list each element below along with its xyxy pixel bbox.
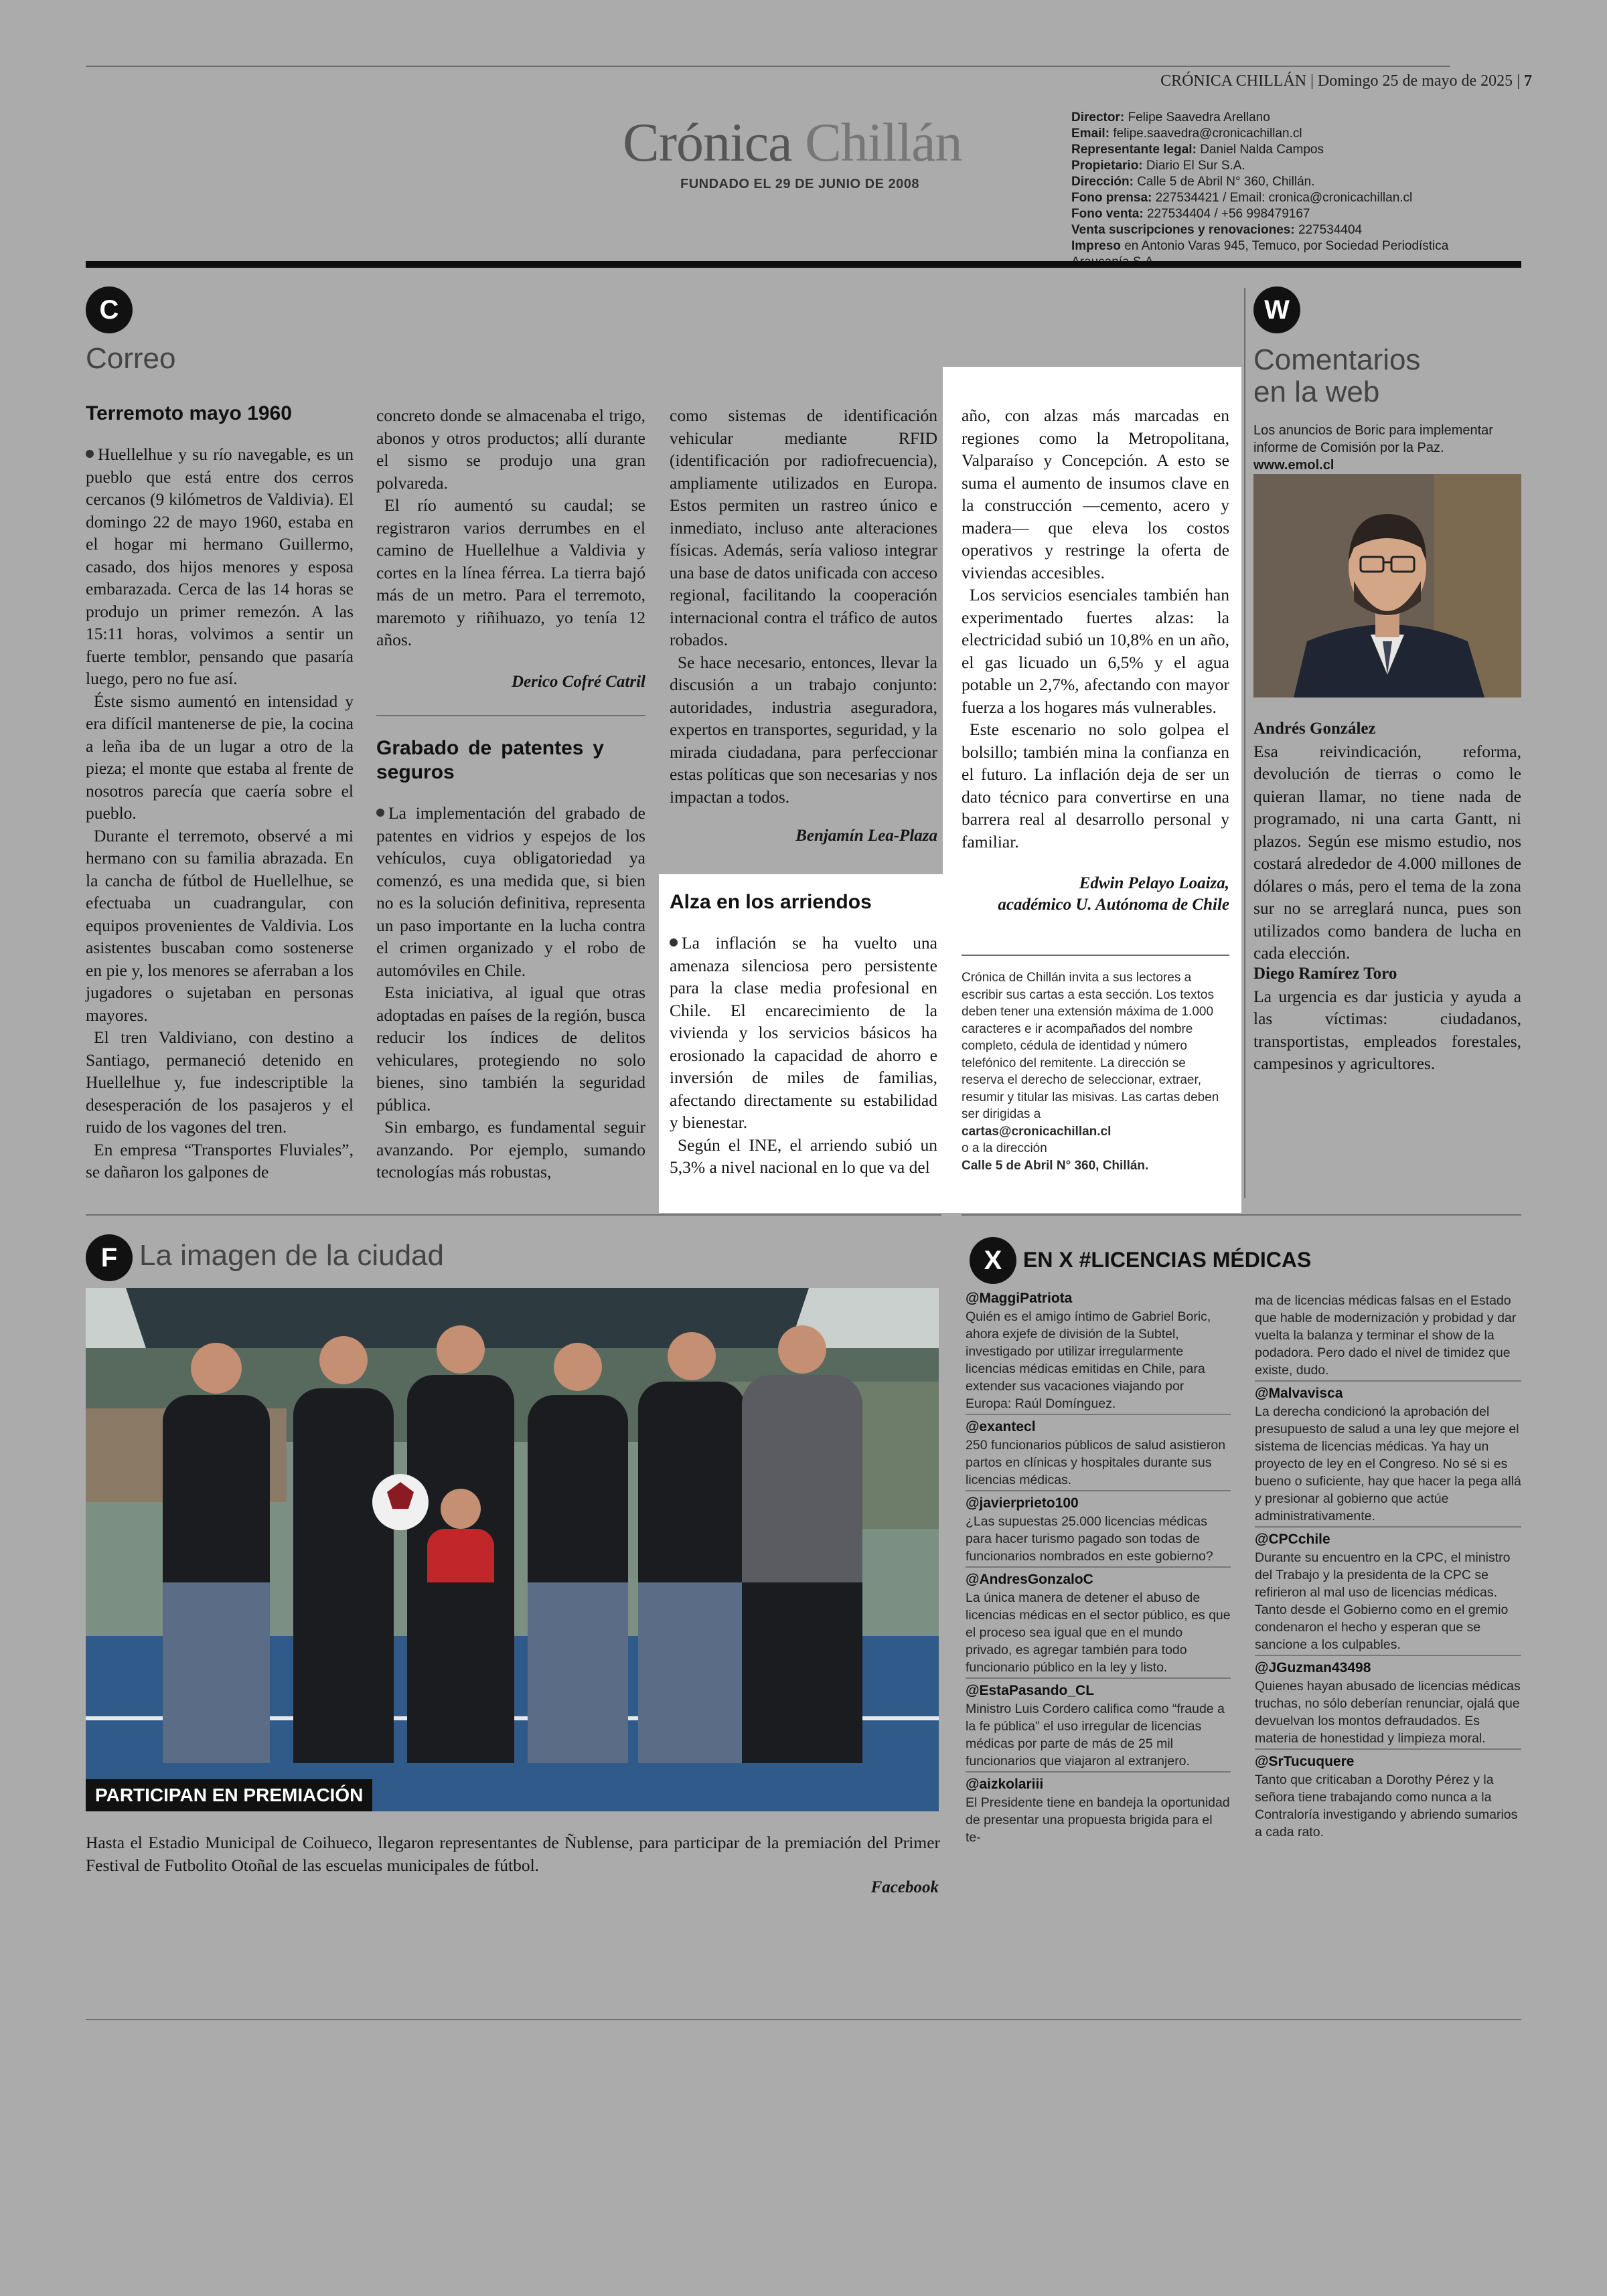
tweet <box>966 1490 1231 1565</box>
page-number: 7 <box>1524 72 1532 90</box>
tweet-user[interactable]: @SrTucuquere <box>1255 1754 1355 1769</box>
terremoto-p6: concreto donde se almacenaba el trigo, abonos y otros productos; allí durante el sismo se produjo una gran polvareda. <box>376 406 645 493</box>
terremoto-title: Terremoto mayo 1960 <box>86 402 292 424</box>
tweet-text: Durante su encuentro en la CPC, el ministro del Trabajo y la presidenta de la CPC se refirieron al mal uso de licencias médicas. Tanto desde el Gobierno como en el gremio condenaron el hecho y esperan que se sancione a los culpables. <box>1255 1550 1511 1652</box>
mid-rule-left <box>86 1214 941 1216</box>
staff-line <box>1071 110 1500 126</box>
staff-value: Felipe Saavedra Arellano <box>1128 110 1270 125</box>
person-portrait-image <box>1253 474 1521 698</box>
x-col2-lead: ma de licencias médicas falsas en el Estado que hable de modernización y probidad y dar vuelta la balanza y terminar el show de la podadora. Pero dado el nivel de timidez que existe, dudo. <box>1255 1293 1517 1378</box>
staff-value: 227534421 / Email: cronica@cronicachillan.cl <box>1155 191 1413 205</box>
bullet-icon <box>86 450 94 458</box>
web-letter-icon: W <box>1253 286 1300 333</box>
alza-p3: año, con alzas más marcadas en regiones como la Metropolitana, Valparaíso y Concepción. A esto se suma el aumento de insumos clave en la construcción —cemento, acero y madera— que eleva los costos operativos y restringe la oferta de viviendas accesibles. <box>962 406 1229 582</box>
staff-box <box>1071 110 1500 270</box>
web-title-line1: Comentarios <box>1253 343 1421 376</box>
tweet-divider <box>1255 1526 1521 1528</box>
staff-line <box>1071 190 1500 206</box>
staff-label: Propietario: <box>1071 159 1143 173</box>
tweet-divider <box>1255 1380 1521 1382</box>
staff-label: Fono venta: <box>1071 207 1144 221</box>
alza-col4 <box>962 404 1229 916</box>
grabado-col3 <box>670 404 937 847</box>
staff-label: Representante legal: <box>1071 143 1197 157</box>
terremoto-p2: Éste sismo aumentó en intensidad y era difícil mantenerse de pie, la cocina a leña iba de un lugar a otro de la pieza; el monte que estaba al frente de nosotros parecía que caería sobre el pueblo. <box>86 691 354 823</box>
staff-label: Email: <box>1071 127 1110 141</box>
staff-value: en Antonio Varas 945, Temuco, por Sociedad Periodística <box>1124 239 1449 253</box>
tweet-user[interactable]: @JGuzman43498 <box>1255 1660 1371 1675</box>
staff-line <box>1071 222 1500 238</box>
web-title-line2: en la web <box>1253 376 1380 408</box>
x-title: EN X #LICENCIAS MÉDICAS <box>1023 1248 1312 1272</box>
web-intro <box>1253 422 1521 474</box>
folio: CRÓNICA CHILLÁN | Domingo 25 de mayo de 2025 | 7 <box>1160 72 1532 90</box>
top-rule <box>86 66 1450 67</box>
tweet-divider <box>1255 1748 1521 1750</box>
folio-name: CRÓNICA CHILLÁN <box>1160 72 1307 90</box>
staff-line <box>1071 158 1500 174</box>
cartas-note <box>962 969 1229 1174</box>
tweet-user[interactable]: @javierprieto100 <box>966 1495 1079 1511</box>
alza-title: Alza en los arriendos <box>670 891 872 913</box>
ciudad-credit: Facebook <box>870 1878 939 1896</box>
staff-label: Impreso <box>1071 239 1121 253</box>
alza-p2: Según el INE, el arriendo subió un 5,3% a nivel nacional en lo que va del <box>670 1135 937 1177</box>
web-comment-2-text: La urgencia es dar justicia y ayuda a las víctimas: ciudadanos, transportistas, empleados forestales, campesinos y agricultores. <box>1253 986 1521 1073</box>
alza-signature-name: Edwin Pelayo Loaiza, <box>1079 874 1229 892</box>
tweet <box>966 1566 1231 1676</box>
tweet-divider <box>966 1677 1231 1679</box>
staff-label: Director: <box>1071 110 1125 125</box>
x-col2 <box>1255 1292 1521 1841</box>
bottom-rule <box>86 2019 1521 2020</box>
alza-col3 <box>670 890 937 1179</box>
tweet-text: Tanto que criticaban a Dorothy Pérez y la señora tiene trabajando como nunca a la Contraloría investigando y abriendo sumarios a cada rato. <box>1255 1773 1518 1839</box>
staff-line <box>1071 142 1500 158</box>
ciudad-title: La imagen de la ciudad <box>139 1239 444 1272</box>
x-letter-icon: X <box>970 1237 1016 1284</box>
bullet-icon <box>376 809 384 817</box>
alza-p1: La inflación se ha vuelto una amenaza silenciosa pero persistente para la clase media profesional en Chile. El encarecimiento de la vivienda y los servicios básicos ha erosionado la capacidad de ahorro e inversión de miles de familias, afectando directamente su estabilidad y bienestar. <box>670 933 937 1132</box>
staff-value: 227534404 <box>1298 223 1363 237</box>
note-rule <box>962 955 1229 956</box>
tweet-user[interactable]: @aizkolariii <box>966 1777 1044 1792</box>
ciudad-caption-text: Hasta el Estadio Municipal de Coihueco, llegaron representantes de Ñublense, para participar de la premiación del Primer Festival de Futbolito Otoñal de las escuelas municipales de fútbol. <box>86 1833 940 1875</box>
staff-label: Fono prensa: <box>1071 191 1152 205</box>
cartas-or: o a la dirección <box>962 1141 1047 1155</box>
staff-value: felipe.saavedra@cronicachillan.cl <box>1113 127 1302 141</box>
terremoto-col2 <box>376 404 645 693</box>
tweet-user[interactable]: @Malvavisca <box>1255 1386 1343 1401</box>
terremoto-p4: El tren Valdiviano, con destino a Santiago, permaneció detenido en Huellelhue y, fue indescriptible la desesperación de los pasajeros y el ruido de los vagones del tren. <box>86 1028 354 1137</box>
tweet-user[interactable]: @exantecl <box>966 1419 1036 1434</box>
web-title <box>1253 344 1420 408</box>
masthead <box>623 111 962 174</box>
staff-label: Dirección: <box>1071 175 1134 189</box>
tweet <box>1255 1748 1521 1841</box>
web-comment-1-text: Esa reivindicación, reforma, devolución de tierras o como le quieran llamar, no tiene nada de programado, ni una carta Gantt, ni plazos. Según ese mismo estudio, nos costará alrededor de 4.000 millones de dólares o más, pero el tema de la zona sur no se arreglará nunca, pues son utilizados como bandera de lucha en cada elección. <box>1253 741 1521 963</box>
grabado-p1: La implementación del grabado de patentes en vidrios y espejos de los vehículos, cuya obligatoriedad ya comenzó, es una medida que, si bien no es la solución definitiva, representa un paso importante en la lucha contra el crimen organizado y el robo de automóviles en Chile. <box>376 803 645 980</box>
bullet-icon <box>670 938 678 947</box>
staff-value: Diario El Sur S.A. <box>1146 159 1245 173</box>
ciudad-caption <box>86 1831 940 1876</box>
cartas-address: Calle 5 de Abril N° 360, Chillán. <box>962 1158 1149 1173</box>
ciudad-photo <box>86 1288 939 1811</box>
tweet-divider <box>966 1490 1231 1491</box>
terremoto-p7: El río aumentó su caudal; se registraron varios derrumbes en el camino de Huellelhue a Valdivia y cortes en la línea férrea. La tierra bajó más de un metro. Para el terremoto, maremoto y riñihuazo, yo tenía 12 años. <box>376 495 645 649</box>
tweet-text: Ministro Luis Cordero califica como “fraude a la fe pública” el uso irregular de licencias médicas por parte de más de 25 mil funcionarios que viajaron al extranjero. <box>966 1702 1225 1769</box>
folio-date: Domingo 25 de mayo de 2025 <box>1317 72 1513 90</box>
grabado-col2 <box>376 736 645 1183</box>
tweet-text: Quién es el amigo íntimo de Gabriel Boric, ahora exjefe de división de la Subtel, investigado por utilizar irregularmente licencias médicas emitidas en Chile, para extender sus vacaciones viajando por Europa: Raúl Domínguez. <box>966 1309 1211 1411</box>
cartas-email: cartas@cronicachillan.cl <box>962 1124 1112 1139</box>
tweet-user[interactable]: @MaggiPatriota <box>966 1291 1073 1306</box>
tweet-divider <box>966 1414 1231 1415</box>
x-col1 <box>966 1289 1231 1846</box>
staff-line <box>1071 206 1500 222</box>
web-comment-1 <box>1253 718 1521 965</box>
web-separator <box>1244 288 1245 1198</box>
tweet <box>966 1289 1231 1412</box>
alza-p4: Los servicios esenciales también han experimentado fuertes alzas: la electricidad subió un 10,8% en un año, el gas licuado un 6,5% y el agua potable un 2,7%, afectando con mayor fuerza a los hogares más vulnerables. <box>962 585 1229 717</box>
web-comment-2 <box>1253 963 1521 1075</box>
terremoto-p1: Huellelhue y su río navegable, es un pueblo que está entre dos cerros cercanos (9 kilómetros de Valdivia). El domingo 22 de mayo 1960, estaba en el hogar mi hermano Guillermo, casado, dos hijos menores y esposa embarazada. Cerca de las 14 horas se produjo un primer remezón. A las 15:11 horas, volvimos a sentir un fuerte temblor, pensando que pasaría luego, pero no fue así. <box>86 444 354 688</box>
staff-value: Daniel Nalda Campos <box>1200 143 1324 157</box>
grabado-p2: Esta iniciativa, al igual que otras adoptadas en países de la región, busca reducir los índices de delitos vehiculares, protegiendo no solo bienes, sino también la seguridad pública. <box>376 983 645 1115</box>
tweet-text: El Presidente tiene en bandeja la oportunidad de presentar una propuesta brigida para el te- <box>966 1795 1230 1845</box>
grabado-signature: Benjamín Lea-Plaza <box>795 827 937 845</box>
web-intro-text: Los anuncios de Boric para implementar informe de Comisión por la Paz. <box>1253 423 1493 455</box>
tweet <box>966 1771 1231 1846</box>
tweet-user[interactable]: @CPCchile <box>1255 1532 1330 1547</box>
alza-p5: Este escenario no solo golpea el bolsillo; también mina la confianza en el futuro. La inflación deja de ser un dato técnico para convertirse en una barrera real al desarrollo personal y familiar. <box>962 720 1229 851</box>
terremoto-p5: En empresa “Transportes Fluviales”, se dañaron los galpones de <box>86 1139 354 1181</box>
tweet-text: Quienes hayan abusado de licencias médicas truchas, no sólo deberían renunciar, ojalá que devuelvan los montos defraudados. Es materia de honestidad y limpieza moral. <box>1255 1679 1521 1746</box>
ciudad-letter-icon: F <box>86 1234 133 1281</box>
terremoto-col1 <box>86 402 354 1183</box>
terremoto-p3: Durante el terremoto, observé a mi hermano con su familia abrazada. En la cancha de fútbol de Huellelhue, se efectuaba un cuadrangular, con equipos provenientes de Valdivia. Los asistentes buscaban como sostenerse en pie y, los menores se aferraban a los jugadores o sujetaban en personas mayores. <box>86 825 354 1025</box>
tweet-user[interactable]: @AndresGonzaloC <box>966 1572 1093 1587</box>
tweet-text: ¿Las supuestas 25.000 licencias médicas para hacer turismo pagado son todas de funcionarios nombrados en este gobierno? <box>966 1514 1213 1564</box>
tweet-text: La derecha condicionó la aprobación del presupuesto de salud a una ley que mejore el sistema de licencias médicas. Ya hay un proyecto de ley en el Congreso. No sé si es bueno o suficiente, hay que hacer la pega allá y presionar al gobierno que actúe administrativamente. <box>1255 1404 1521 1524</box>
tweet <box>966 1414 1231 1489</box>
web-comment-2-name: Diego Ramírez Toro <box>1253 965 1397 983</box>
terremoto-signature: Derico Cofré Catril <box>512 672 645 691</box>
founded-line: FUNDADO EL 29 DE JUNIO DE 2008 <box>680 177 919 191</box>
alza-signature-role: académico U. Autónoma de Chile <box>998 896 1229 914</box>
tweet-text: 250 funcionarios públicos de salud asistieron partos en clínicas y hospitales durante sus licencias médicas. <box>966 1438 1226 1487</box>
tweet <box>966 1677 1231 1770</box>
staff-label: Venta suscripciones y renovaciones: <box>1071 223 1295 237</box>
tweet-divider <box>1255 1655 1521 1656</box>
col2-rule <box>376 715 645 716</box>
tweet <box>1255 1526 1521 1653</box>
tweet-user[interactable]: @EstaPasando_CL <box>966 1683 1095 1698</box>
grabado-p3: Sin embargo, es fundamental seguir avanzando. Por ejemplo, sumando tecnologías más robustas, <box>376 1117 645 1181</box>
masthead-cronica: Crónica <box>623 112 792 173</box>
tweet <box>1255 1380 1521 1525</box>
staff-line <box>1071 126 1500 142</box>
header-thick-rule <box>86 261 1521 268</box>
grabado-p5: Se hace necesario, entonces, llevar la discusión a un trabajo conjunto: autoridades, industria aseguradora, expertos en transportes, seguridad, y la mirada ciudadana, para perfeccionar estas políticas que son necesarias y nos impactan a todos. <box>670 652 937 807</box>
staff-line <box>1071 174 1500 190</box>
correo-title: Correo <box>86 342 176 375</box>
tweet-text: La única manera de detener el abuso de licencias médicas en el sector público, es que el proceso sea igual que en el mundo privado, es agregar también para todo funcionario público en la ley y listo. <box>966 1590 1231 1675</box>
tweet <box>1255 1655 1521 1747</box>
participan-badge: PARTICIPAN EN PREMIACIÓN <box>86 1779 372 1811</box>
award-group-photo-image <box>86 1288 939 1811</box>
correo-letter-icon: C <box>86 286 133 333</box>
tweet-divider <box>966 1566 1231 1568</box>
masthead-chillan: Chillán <box>805 112 962 173</box>
grabado-p4: como sistemas de identificación vehicular mediante RFID (identificación por radiofrecuencia), ampliamente utilizados en Europa. Estos permiten un rastreo único e inmediato, incluso ante alteraciones físicas. Además, sería valioso integrar una base de datos unificada con acceso regional, facilitando la cooperación internacional contra el tráfico de autos robados. <box>670 406 937 649</box>
tweet-divider <box>966 1771 1231 1773</box>
web-comment-1-name: Andrés González <box>1253 720 1376 738</box>
staff-value: Calle 5 de Abril N° 360, Chillán. <box>1137 175 1315 189</box>
cartas-note-text: Crónica de Chillán invita a sus lectores a escribir sus cartas a esta sección. Los textos deben tener una extensión máxima de 1.000 caracteres e ir acompañados del nombre completo, cédula de identidad y número telefónico del remitente. La dirección se reserva el derecho de seleccionar, extraer, resumir y titular las misivas. Las cartas deben ser dirigidas a <box>962 971 1219 1121</box>
mid-rule-right <box>962 1214 1521 1216</box>
alza-signature <box>962 873 1229 916</box>
web-intro-site: www.emol.cl <box>1253 458 1334 473</box>
boric-photo <box>1253 474 1521 698</box>
grabado-title: Grabado de patentes y seguros <box>376 737 604 783</box>
staff-value: 227534404 / +56 998479167 <box>1146 207 1310 221</box>
